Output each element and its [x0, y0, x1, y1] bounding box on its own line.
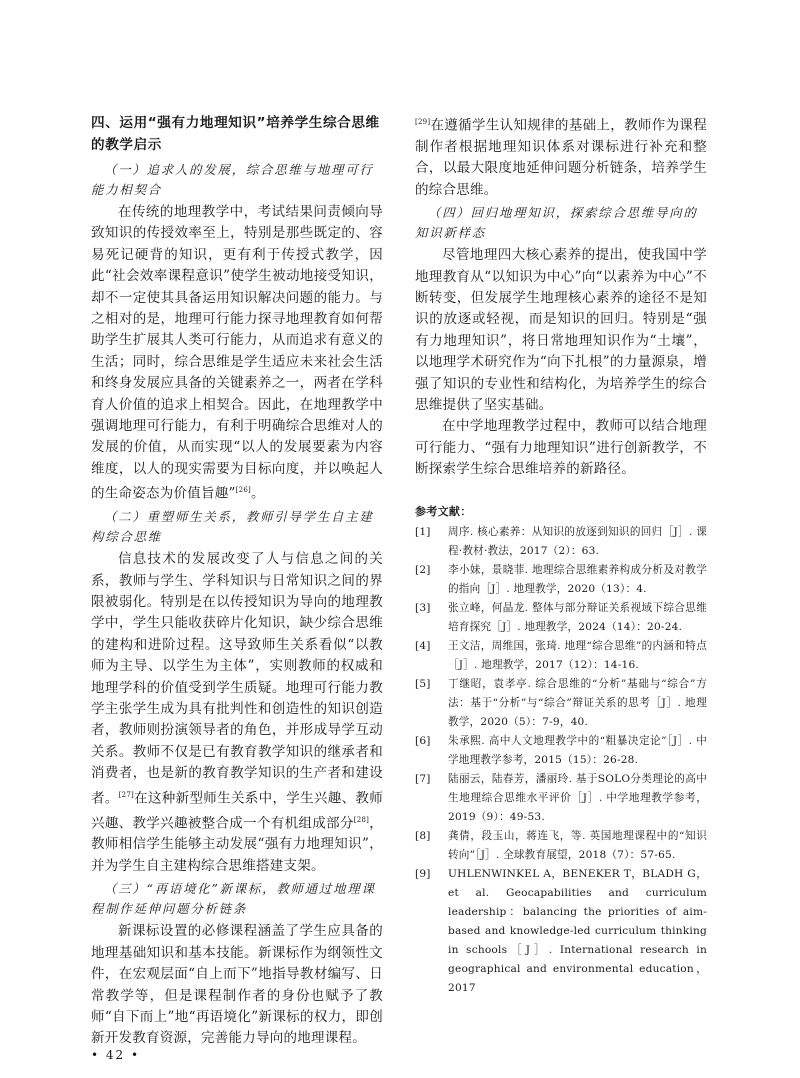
- subsection-heading-1: （一）追求人的发展，综合思维与地理可行能力相契合: [91, 162, 374, 197]
- reference-item: [7] 陆丽云，陆春芳，潘丽玲. 基于SOLO分类理论的高中生地理综合思维水平评价［J］. 中学地理教学参考，2019（9）：49-53.: [415, 772, 707, 823]
- paragraph-1: 在传统的地理教学中，考试结果问责倾向导致知识的传授效率至上，特别是那些既定的、容易死记硬背的知识，更有利于传授式教学，因此“社会效率课程意识”使学生被动地接受知识，却不一定使其具备运用知识解决问题的能力。与之相对的是，地理可行能力探寻地理教育如何帮助学生扩展其人类可行能力，从而追求有意义的生活；同时，综合思维是学生适应未来社会生活和终身发展应具备的关键素养之一，两者在学科育人价值的追求上相契合。因此，在地理教学中强调地理可行能力，有利于明确综合思维对人的发展的价值，从而实现“以人的发展要素为内容维度，以人的现实需要为目标向度，并以唤起人的生命姿态为价值旨趣”[26]。: [91, 204, 383, 502]
- reference-item: [6] 朱承熙. 高中人文地理教学中的“粗暴决定论”［J］. 中学地理教学参考，2015（15）：26-28.: [415, 734, 707, 766]
- paragraph-3-part-2: [29]在遵循学生认知规律的基础上，教师作为课程制作者根据地理知识体系对课标进行补充和整合，以最大限度地延伸问题分析链条，培养学生的综合思维。: [415, 117, 707, 198]
- reference-item: [2] 李小妹，景晓菲. 地理综合思维素养构成分析及对教学的指向［J］. 地理教学，2020（13）：4.: [415, 563, 707, 595]
- reference-item: [8] 龚倩，段玉山，蒋连飞，等. 英国地理课程中的“知识转向”［J］. 全球教育展望，2018（7）：57-65.: [415, 829, 707, 861]
- citation: [29]: [415, 118, 431, 126]
- citation: [28]: [353, 815, 370, 824]
- paragraph-2: 信息技术的发展改变了人与信息之间的关系，教师与学生、学科知识与日常知识之间的界限被弱化。特别是在以传授知识为导向的地理教学中，学生只能收获碎片化知识，缺少综合思维的建构和进阶过程。这导致师生关系看似“以教师为主导、以学生为主体”，实则教师的权威和地理学科的价值受到学生质疑。地理可行能力教学主张学生成为具有批判性和创造性的知识创造者，教师则扮演领导者的角色，并形成导学互动关系。教师不仅是已有教育教学知识的继承者和消费者，也是新的教育教学知识的生产者和建设者。[27]在这种新型师生关系中，学生兴趣、教师兴趣、教学兴趣被整合成一个有机组成部分[28]，教师相信学生能够主动发展“强有力地理知识”，并为学生自主建构综合思维搭建支架。: [91, 551, 384, 874]
- subsection-heading-4: （四）回归地理知识，探索综合思维导向的知识新样态: [415, 205, 698, 241]
- reference-item: [5] 丁继昭，袁孝亭. 综合思维的“分析”基础与“综合”方法：基于“分析”与“综合”辩证关系的思考［J］. 地理教学，2020（5）：7-9，40.: [415, 677, 707, 728]
- reference-item: [3] 张立峰，何晶龙. 整体与部分辩证关系视域下综合思维培育探究［J］. 地理教学，2024（14）：20-24.: [415, 601, 707, 633]
- citation: [27]: [118, 790, 135, 799]
- reference-list: [415, 523, 707, 998]
- page-number: • 42 •: [91, 1048, 141, 1062]
- references-heading: 参考文献：: [415, 504, 472, 518]
- paragraph-3-part-1: 新课标设置的必修课程涵盖了学生应具备的地理基础知识和基本技能。新课标作为纲领性文件，在宏观层面“自上而下”地指导教材编写、日常教学等，但是课程制作者的身份也赋予了教师“自下而上”地“再语境化”新课标的权力，即创新开发教育资源，完善能力导向的地理课程。: [91, 923, 383, 1047]
- section-heading: 四、运用“强有力地理知识”培养学生综合思维的教学启示: [91, 115, 380, 153]
- reference-item: [9] UHLENWINKEL A，BENEKER T，BLADH G，et al. Geocapabilities and curriculum leadership：balancing the priorities of aim-based and knowledge-led curriculum thinking in schools［J］. International research in geographical and environmental education，2017: [415, 867, 707, 994]
- paragraph-5: 在中学地理教学过程中，教师可以结合地理可行能力、“强有力地理知识”进行创新教学，不断探索学生综合思维培养的新路径。: [415, 418, 707, 478]
- right-column: [415, 112, 707, 998]
- reference-item: [4] 王文洁，周维国，张琦. 地理“综合思维”的内涵和特点［J］. 地理教学，2017（12）：14-16.: [415, 639, 707, 671]
- citation: [26]: [235, 486, 252, 495]
- subsection-heading-2: （二）重塑师生关系，教师引导学生自主建构综合思维: [91, 509, 374, 545]
- left-column: [91, 112, 383, 1050]
- subsection-heading-3: （三）“再语境化”新课标，教师通过地理课程制作延伸问题分析链条: [91, 881, 376, 917]
- paragraph-4: 尽管地理四大核心素养的提出，使我国中学地理教育从“以知识为中心”向“以素养为中心”不断转变，但发展学生地理核心素养的途径不是知识的放逐或轻视，而是知识的回归。特别是“强有力地理知识”，将日常地理知识作为“土壤”，以地理学术研究作为“向下扎根”的力量源泉，增强了知识的专业性和结构化，为培养学生的综合思维提供了坚实基础。: [415, 247, 707, 413]
- reference-item: [1] 周序. 核心素养：从知识的放逐到知识的回归［J］. 课程·教材·教法，2017（2）：63.: [415, 525, 707, 557]
